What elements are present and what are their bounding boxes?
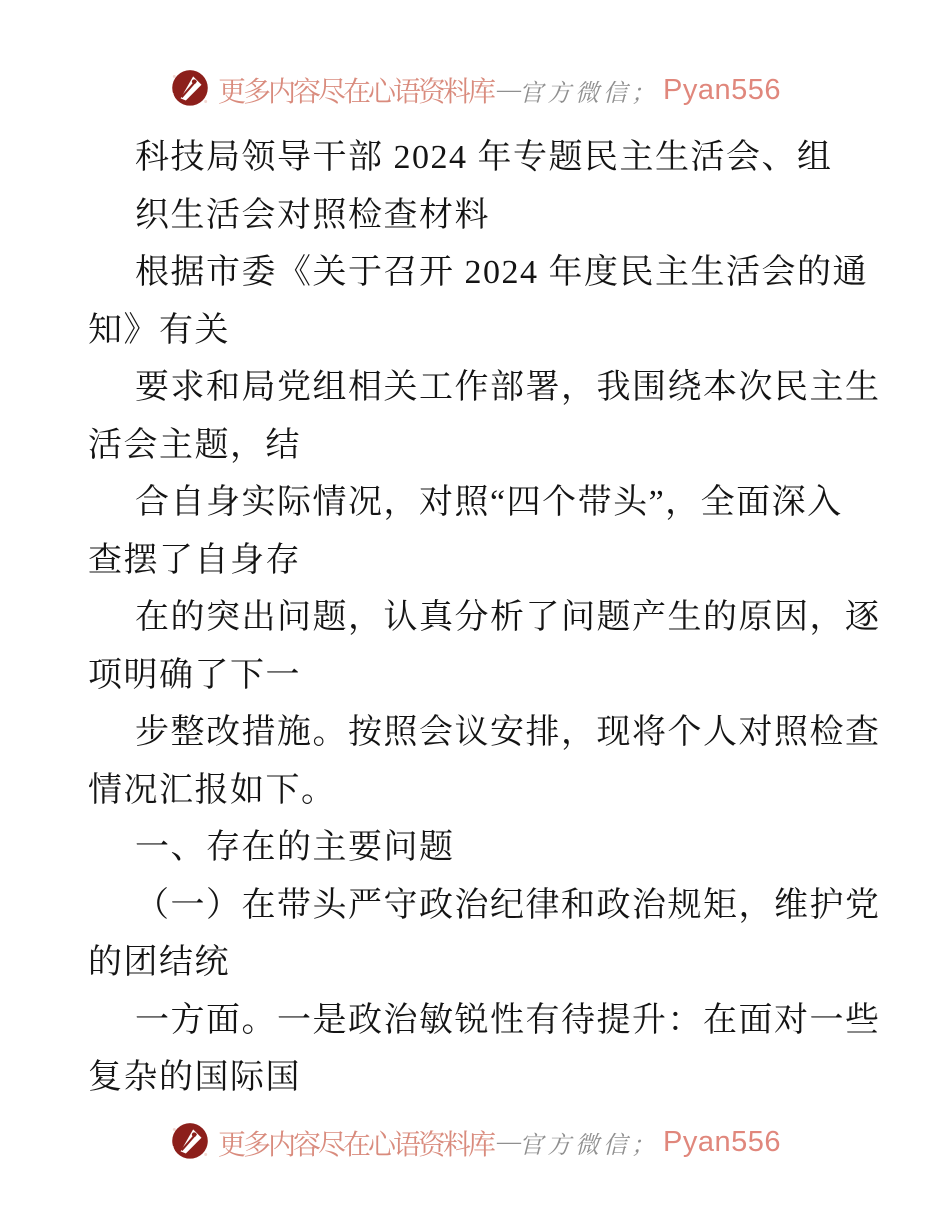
body-text-line: 复杂的国际国 [88,1059,301,1096]
pen-nib-logo-icon [169,67,211,113]
brand-text: 更多内容尽在心语资料库 [217,77,493,108]
header-watermark [0,64,950,116]
body-text-line: 的团结统 [88,944,230,981]
wechat-label: 官方微信； [519,80,659,107]
body-text-line: 项明确了下一 [88,656,301,694]
body-text-line: 步整改措施。按照会议安排，现将个人对照检查 [135,714,881,751]
body-text-line: 根据市委《关于召开 2024 年度民主生活会的通 [135,254,868,291]
dash-separator: — [497,76,519,103]
document-title-line: 织生活会对照检查材料 [135,196,490,234]
document-body [88,129,881,1107]
wechat-id: Pyan556 [663,73,781,106]
body-text-line: 活会主题，结 [88,426,301,464]
footer-watermark [0,1117,950,1169]
body-text-line: 合自身实际情况，对照“四个带头”，全面深入 [135,484,843,521]
wechat-label: 官方微信； [519,1133,659,1159]
dash-separator: — [497,1129,519,1155]
body-text-line: 一方面。一是政治敏锐性有待提升：在面对一些 [135,1001,881,1039]
section-heading-line: 一、存在的主要问题 [135,829,455,866]
body-text-line: 情况汇报如下。 [88,771,337,809]
wechat-id: Pyan556 [663,1126,781,1158]
body-text-line: （一）在带头严守政治纪律和政治规矩，维护党 [135,886,881,924]
body-text-line: 要求和局党组相关工作部署，我围绕本次民主生 [135,369,881,406]
document-title-line: 科技局领导干部 2024 年专题民主生活会、组 [135,139,833,176]
brand-text: 更多内容尽在心语资料库 [217,1129,493,1161]
body-text-line: 在的突出问题，认真分析了问题产生的原因，逐 [135,599,881,636]
body-text-line: 知》有关 [88,311,230,349]
body-text-line: 查摆了自身存 [88,541,301,579]
pen-nib-logo-icon [169,1120,211,1166]
